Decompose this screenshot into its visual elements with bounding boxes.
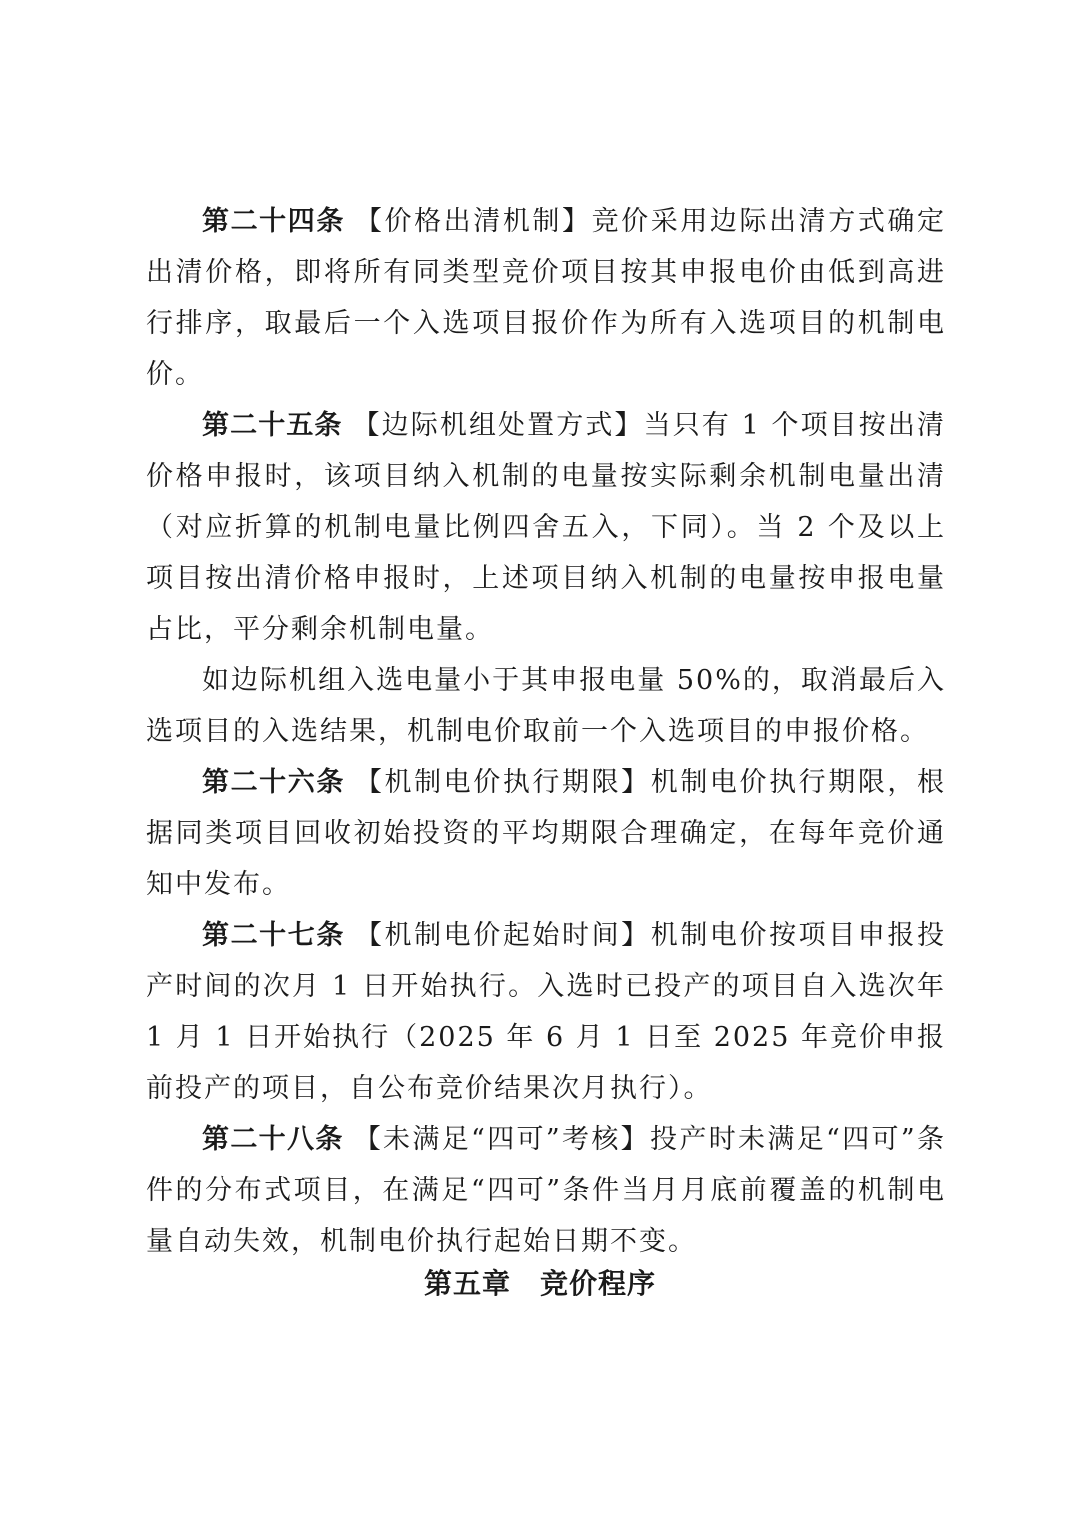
article-25-supplement-body: 如边际机组入选电量小于其申报电量 50%的，取消最后入选项目的入选结果，机制电价取前一个入选项目的申报价格。 <box>146 665 946 747</box>
chapter-heading: 第五章 竞价程序 <box>423 1267 656 1300</box>
article-24-body: 【价格出清机制】竞价采用边际出清方式确定出清价格，即将所有同类型竞价项目按其申报电价由低到高进行排序，取最后一个入选项目报价作为所有入选项目的机制电价。 <box>146 206 947 390</box>
article-27 <box>146 910 946 1114</box>
article-26-body: 【机制电价执行期限】机制电价执行期限，根据同类项目回收初始投资的平均期限合理确定，在每年竞价通知中发布。 <box>146 767 947 900</box>
article-24 <box>146 196 946 400</box>
article-25-body: 【边际机组处置方式】当只有 1 个项目按出清价格申报时，该项目纳入机制的电量按实际剩余机制电量出清（对应折算的机制电量比例四舍五入，下同）。当 2 个及以上项目按出清价格申报时，上述项目纳入机制的电量按申报电量占比，平分剩余机制电量。 <box>146 410 946 645</box>
document-page <box>146 196 946 1267</box>
article-25 <box>146 400 946 655</box>
article-24-title: 第二十四条 <box>202 206 345 237</box>
article-28-body: 【未满足“四可”考核】投产时未满足“四可”条件的分布式项目，在满足“四可”条件当月月底前覆盖的机制电量自动失效，机制电价执行起始日期不变。 <box>146 1124 947 1257</box>
article-25-title: 第二十五条 <box>202 410 343 441</box>
article-28 <box>146 1114 946 1267</box>
article-26 <box>146 757 946 910</box>
article-26-title: 第二十六条 <box>202 767 345 798</box>
article-27-title: 第二十七条 <box>202 920 345 951</box>
article-28-title: 第二十八条 <box>202 1124 344 1155</box>
article-27-body: 【机制电价起始时间】机制电价按项目申报投产时间的次月 1 日开始执行。入选时已投产的项目自入选次年 1 月 1 日开始执行（2025 年 6 月 1 日至 2025 年竞价申报前投产的项目，自公布竞价结果次月执行）。 <box>146 920 947 1104</box>
article-25-supplement <box>146 655 946 757</box>
